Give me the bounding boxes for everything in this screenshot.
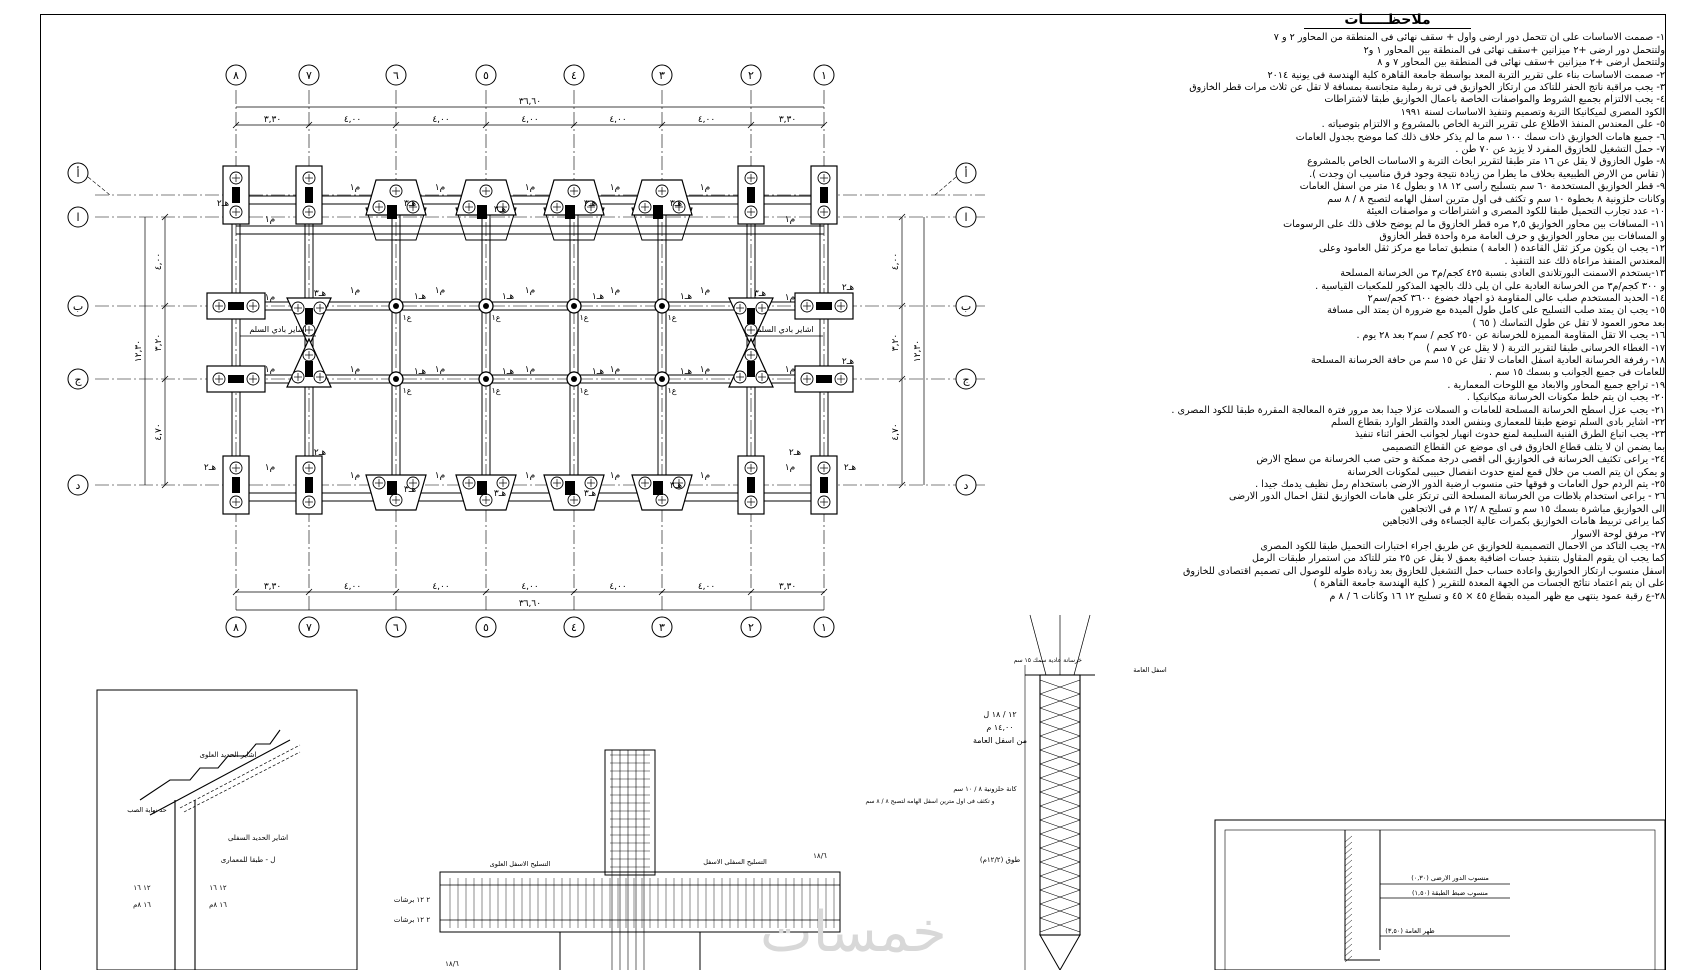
footing-hatch <box>1345 848 1352 854</box>
footing-type-label: هـ٢ <box>203 463 217 473</box>
note-line: ١١- المسافات بين محاور الخوازيق ٢,٥ مره قطر الخازوق ما لم يوضح خلاف ذلك على الرسومات <box>1283 218 1665 230</box>
footing-type-label: هـ١ <box>413 292 427 302</box>
column-axis-label: ٢ <box>748 69 754 82</box>
footing-hatch <box>1345 944 1352 950</box>
note-line: ٦- جميع هامات الخوازيق ذات سمك ١٠٠ سم ما لم يذكر خلاف ذلك كما موضح بجدول العامات <box>1295 131 1665 143</box>
column <box>305 187 313 203</box>
stair-bar-d: ١٦ ٨م <box>209 901 227 909</box>
note-line: ٩- قطر الخوازيق المستخدمة ٦٠ سم بتسليح رأسى ١٢ ١٨ و بطول ١٤ متر من اسفل العامات <box>1299 181 1665 193</box>
note-line: ٢٧- مرفق لوحة الاسوار <box>1571 528 1665 540</box>
column <box>477 481 487 495</box>
footing-hatch <box>1345 878 1352 884</box>
pile-length-value: ١٤,٠٠ م <box>986 723 1014 732</box>
note-line: و ٣٠٠ كجم/م٣ من الخرسانة العادية على ان يلى ذلك بالجهد المذكور للمكعبات القياسية . <box>1315 280 1665 292</box>
footing-type-label: هـ٣ <box>583 489 597 499</box>
bay-dimension-label: ٤,٠٠ <box>697 115 716 125</box>
note-line: ولتتحمل دور ارضى +٢ ميزانين +سقف نهائى فى المنطقة بين المحاور ١ و٢ <box>1363 44 1665 56</box>
footing-type-label: هـ٣ <box>403 199 417 209</box>
note-line: للعامات فى جميع الجوانب و بسمك ١٥ سم . <box>1489 367 1665 379</box>
note-line: ٤- يجب الالتزام بجميع الشروط والمواصفات الخاصة باعمال الخوازيق طبقا لاشتراطات <box>1324 94 1665 106</box>
column <box>816 375 832 383</box>
tie-beam-label: م١ <box>524 471 536 481</box>
column-tag-label: ع١ <box>667 386 677 395</box>
footing-type-label: هـ١ <box>591 367 605 377</box>
tie-beam-label: م١ <box>524 286 536 296</box>
note-line: ١٧- الغطاء الخرسانى طبقا لتقرير التربة ( لا يقل عن ٧ سم ) <box>1426 342 1665 354</box>
row-axis-label: ج <box>962 373 970 386</box>
column <box>305 308 313 324</box>
bay-dimension-label: ٣,٣٠ <box>778 115 797 125</box>
row-axis-label: ب <box>960 300 972 313</box>
footing-hatch <box>1345 920 1352 926</box>
pile-single-core <box>571 376 577 382</box>
beam-top-bars-label: التسليح الاسفل العلوى <box>489 860 551 868</box>
level-c-label: (٣,٥٠) ظهر العامة <box>1385 927 1435 935</box>
footing-type-label: هـ١ <box>501 367 515 377</box>
note-line: الكود المصرى لميكانيكا التربة وتصميم وتنفيذ الاساسات لسنة ١٩٩١ <box>1400 106 1665 118</box>
pile-tip <box>1040 935 1080 970</box>
note-line: ٥- على المعندس المنفذ الاطلاع على تقرير التربة الخاص بالمشروع و الالتزام بتوصياته . <box>1321 119 1665 131</box>
pile-cap-bottom-label: اسفل العامة <box>1133 666 1167 674</box>
footing-type-label: هـ٢ <box>216 199 230 209</box>
column <box>747 187 755 203</box>
beam-stirrups-a: ٢ ١٢ برشات <box>393 896 431 904</box>
pile-single-core <box>659 303 665 309</box>
note-line: ١٨- رفرفة الخرسانة العادية اسفل العامات لا تقل عن ١٥ سم من حافة الخرسانة المسلحة <box>1311 354 1665 366</box>
watermark-logo: خمسات <box>760 900 947 965</box>
note-line: و يمكن ان يتم الصب من خلال قمع لمنع حدوث انفصال حبيبى لمكونات الخرسانة <box>1347 466 1665 478</box>
tie-beam-label: م١ <box>349 365 361 375</box>
column-axis-label: ٤ <box>571 621 577 634</box>
note-line: ٢٢- اشاير بادى السلم توضع طبقا للمعمارى وبنفس العدد والقطر الوارد بقطاع السلم <box>1330 417 1665 428</box>
footing-type-label: هـ٣ <box>313 289 327 299</box>
tie-beam-label: م١ <box>524 365 536 375</box>
column-tag-label: ع١ <box>579 313 589 322</box>
note-line: ٢١- يجب عزل اسطح الخرسانة المسلحة للعامات و السملات عزلا جيدا بعد مرور فترة المعالجة المقررة طبقاً للكود المصرى . <box>1171 404 1665 416</box>
note-line: ١٣-يستخدم الاسمنت البورتلاندى العادى بنسبة ٤٢٥ كجم/م٣ من الخرسانة المسلحة <box>1340 268 1665 280</box>
stair-arch-label: ل - طبقا للمعمارى <box>220 856 276 864</box>
bay-dimension-label: ٤,٠٠ <box>609 582 627 592</box>
tie-beam-label: م١ <box>349 471 361 481</box>
note-line: ٢٤- يراعى تكثيف الخرسانة فى الخوازيق الى اقصى درجة ممكنة و حتى صب الخرسانة من سطح الارض <box>1256 454 1665 466</box>
stair-bottom-bars-label: اشاير الحديد السفلى <box>227 834 289 842</box>
note-line: ٨- طول الخازوق لا يقل عن ١٦ متر طبقا لتقرير ابحاث التربة و الاساسات الخاص بالمشروع <box>1307 156 1665 168</box>
tie-beam-label: م١ <box>434 471 446 481</box>
vertical-dimension-label: ٤,٠٠ <box>891 252 901 271</box>
tie-beam-label: م١ <box>699 183 711 193</box>
footing-type-label: هـ٣ <box>669 199 683 209</box>
column <box>477 205 487 219</box>
column-tag-label: ع١ <box>402 386 412 395</box>
pile-bar-label: طوق (١٢/٢م) <box>979 856 1021 864</box>
tie-beam-label: م١ <box>349 183 361 193</box>
note-line: على أن يتم اعتماد نتائج الجسات من الجهة المعدة للتقرير ( كلية الهندسة جامعة القاهرة ) <box>1313 578 1665 590</box>
column <box>747 477 755 493</box>
tie-beam-label: م١ <box>609 286 621 296</box>
footing-type-label: هـ٢ <box>841 283 855 293</box>
pile-from-cap-label: من اسفل العامة <box>972 736 1028 745</box>
footing-hatch <box>1345 926 1352 932</box>
column <box>820 477 828 493</box>
notes-panel <box>1110 14 1665 774</box>
tie-beam-label: م١ <box>264 365 276 375</box>
bay-dimension-label: ٣,٣٠ <box>778 582 797 592</box>
notes-list <box>1110 32 1665 603</box>
row-axis-label: ا <box>76 211 80 224</box>
row-axis-label: ا <box>964 211 968 224</box>
vertical-dimension-label: ٤,٧٠ <box>891 423 901 441</box>
bay-dimension-label: ٤,٠٠ <box>343 115 362 125</box>
note-line: ١٤- الحديد المستخدم صلب عالى المقاومة ذو اجهاد خضوع ٣٦٠٠ كجم/سم٢ <box>1367 292 1665 304</box>
stair-end-line-label: حد نهاية الصب <box>127 806 167 814</box>
note-line: ٢٣- يجب اتباع الطرق الفنية السليمة لمنع حدوث انهيار لجوانب الحفر اثناء تنفيذ <box>1354 429 1665 441</box>
tie-beam-label: م١ <box>264 215 276 225</box>
vertical-dimension-label: ٤,٠٠ <box>154 252 164 271</box>
footing-type-label: هـ٣ <box>493 205 507 215</box>
note-line: ٢- صممت الاساسات بناء على تقرير التربة المعد بواسطة جامعة القاهرة كلية الهندسة فى يونية ٢٠١٤ <box>1267 69 1665 81</box>
row-axis-label: ب <box>72 300 84 313</box>
total-width-label: ٣٦,٦٠ <box>518 97 542 107</box>
column-axis-label: ٥ <box>483 69 489 82</box>
tie-beam-label: م١ <box>434 183 446 193</box>
bay-dimension-label: ٤,٠٠ <box>521 115 539 125</box>
footing-hatch <box>1345 932 1352 938</box>
note-line: ١٩- تراجع جميع المحاور والابعاد مع اللوحات المعمارية . <box>1447 379 1665 391</box>
column-axis-label: ٢ <box>748 621 754 634</box>
pile-spiral-label: كانة حلزونية ٨ / ١٠ سم <box>953 785 1017 793</box>
row-a-leader <box>935 177 956 195</box>
footing-hatch <box>1345 902 1352 908</box>
column <box>653 205 663 219</box>
footing-hatch <box>1345 914 1352 920</box>
column-axis-label: ٨ <box>233 621 239 634</box>
footing-hatch <box>1345 890 1352 896</box>
footing-hatch <box>1345 860 1352 866</box>
stair-profile <box>140 730 280 800</box>
beam-dim-label: ١٨/٦ <box>813 852 827 860</box>
level-a-label: (٠,٣٠) منسوب الدور الارضى <box>1411 874 1489 882</box>
vertical-dimension-label: ٤,٧٠ <box>154 423 164 441</box>
column-tag-label: ع١ <box>491 386 501 395</box>
footing-hatch <box>1345 938 1352 944</box>
note-line: ٢٨-ع رقبة عمود ينتهى مع ظهر الميده بقطاع ٤٥ × ٤٥ و تسليح ١٢ ١٦ وكانات ٦ / ٨ م <box>1329 590 1665 602</box>
column-axis-label: ١ <box>821 621 827 634</box>
note-line: و المسافات بين محاور الخوازيق و حرف العامة مرة واحدة قطر الخازوق <box>1379 230 1665 242</box>
note-line: ولتتحمل ارضى +٢ ميزانين +سقف نهائى فى المنطقة بين المحاور ٧ و ٨ <box>1377 57 1665 69</box>
pile-shaft <box>1040 675 1080 935</box>
footing-hatch <box>1345 854 1352 860</box>
bay-dimension-label: ٤,٠٠ <box>432 582 450 592</box>
note-line: المعندس المنفذ مراعاة ذلك عند التنفيذ . <box>1504 255 1665 267</box>
stair-bar-b: ١٢ ١٦ <box>209 884 227 892</box>
column-tag-label: ع١ <box>491 313 501 322</box>
note-line: ١- صممت الاساسات على ان تتحمل دور ارضى وأول + سقف نهائى فى المنطقة من المحاور ٢ و ٧ <box>1273 32 1665 44</box>
note-line: ٧- حمل التشغيل للخازوق المفرد لا يزيد عن ٧٠ طن . <box>1455 144 1665 156</box>
footing-hatch <box>1345 842 1352 848</box>
pile-single-core <box>483 303 489 309</box>
footing-section-inner <box>1225 830 1655 970</box>
vertical-total-label: ١٢,٣٠ <box>913 339 923 363</box>
column-axis-label: ٨ <box>233 69 239 82</box>
pile-single-core <box>571 303 577 309</box>
note-line: بعد محور العمود لا تقل عن طول التماسك ( ٦٥ ) <box>1472 317 1665 329</box>
bay-dimension-label: ٤,٠٠ <box>521 582 539 592</box>
level-b-label: (١,٥٠) منسوب ضبط الطبقة <box>1411 889 1489 897</box>
tie-beam-label: م١ <box>784 365 796 375</box>
tie-beam-label: م١ <box>609 183 621 193</box>
column-tag-label: ع١ <box>402 313 412 322</box>
pile-dowel <box>1030 615 1046 675</box>
footing-hatch <box>1345 836 1352 842</box>
footing-type-label: هـ١ <box>413 367 427 377</box>
note-line: ١٢- يجب ان يكون مركز ثقل القاعدة ( العامة ) منطبق تماما مع مركز ثقل العامود وعلى <box>1318 243 1665 255</box>
vertical-dimension-label: ٣,٢٠ <box>891 333 901 352</box>
column-axis-label: ٤ <box>571 69 577 82</box>
note-line: الى الخوازيق مباشرة بسمك ١٥ سم و تسليح ٨ /١٢ م فى الاتجاهين <box>1400 503 1665 515</box>
column <box>228 375 244 383</box>
column <box>565 205 575 219</box>
footing-hatch <box>1345 896 1352 902</box>
footing-type-label: هـ١ <box>679 367 693 377</box>
tie-beam-label: م١ <box>609 365 621 375</box>
footing-type-label: هـ١ <box>501 292 515 302</box>
column <box>816 302 832 310</box>
footing-hatch <box>1345 866 1352 872</box>
footing-type-label: هـ٢ <box>843 463 857 473</box>
footing-type-label: هـ٢ <box>841 357 855 367</box>
column <box>820 187 828 203</box>
bay-dimension-label: ٣,٣٠ <box>263 582 282 592</box>
note-line: كما يراعى تربيط هامات الخوازيق بكمرات عالية الجساءة وفى الاتجاهين <box>1382 516 1665 528</box>
tie-beam-label: م١ <box>349 286 361 296</box>
column <box>387 481 397 495</box>
column-tag-label: ع١ <box>579 386 589 395</box>
footing-hatch <box>1345 956 1352 962</box>
row-axis-label: د <box>963 479 969 492</box>
footing-type-label: هـ١ <box>591 292 605 302</box>
pile-single-core <box>393 376 399 382</box>
pile-dowel <box>1074 615 1090 675</box>
row-axis-label: ج <box>74 373 82 386</box>
beam-bottom-label: ١٨/٦ <box>445 960 459 968</box>
footing-hatch <box>1345 950 1352 956</box>
stair-starter-label-left: اشاير بادي السلم <box>249 325 307 334</box>
column <box>232 477 240 493</box>
note-line: ٣- يجب مراقبة ناتج الحفر للتأكد من ارتكاز الخوازيق فى تربة رملية متجانسة بمسافة لا تقل عن ثلاث مرات قطر الخازوق <box>1189 82 1665 94</box>
note-line: ( تقاس من الارض الطبيعية بخلاف ما يطرأ من زيادة نتيجة وجود فرق مناسيب ان وجدت ). <box>1309 168 1665 180</box>
tie-beam-label: م١ <box>699 471 711 481</box>
note-line: ٢٨- يجب التأكد من الاحمال التصميمية للخوازيق عن طريق اجراء اختبارات التحميل طبقا للكود المصرى <box>1260 541 1665 553</box>
note-line: ١٥- يجب ان يمتد صلب التسليح على كامل طول الميدة مع ضرورة ان يمتد الى مسافة <box>1327 305 1665 317</box>
bay-dimension-label: ٤,٠٠ <box>343 582 362 592</box>
column-axis-label: ١ <box>821 69 827 82</box>
footing-type-label: هـ٣ <box>403 485 417 495</box>
note-line: بما يضمن أن لا يتلف قطاع الخازوق فى اى موضع عن القطاع التصميمى <box>1382 441 1665 453</box>
stair-bar-a: ١٢ ١٦ <box>133 884 151 892</box>
column <box>653 481 663 495</box>
footing-type-label: هـ٢ <box>788 448 802 458</box>
tie-beam-label: م١ <box>784 215 796 225</box>
row-axis-label: أ <box>76 167 80 180</box>
tie-beam-label: م١ <box>609 471 621 481</box>
footing-type-label: هـ٣ <box>753 289 767 299</box>
tie-beam-label: م١ <box>434 286 446 296</box>
tie-beam-label: م١ <box>264 463 276 473</box>
footing-type-label: هـ٣ <box>493 489 507 499</box>
tie-beam-label: م١ <box>524 183 536 193</box>
row-axis-label: د <box>75 479 81 492</box>
note-line: ١٦- يجب الا تقل المقاومة المميزة للخرسانة عن ٢٥٠ كجم / سم٢ بعد ٢٨ يوم . <box>1356 330 1665 342</box>
pile-plain-concrete-label: خرسانة عادية سمك ١٥ سم <box>1013 657 1082 664</box>
column <box>232 187 240 203</box>
column-axis-label: ٣ <box>659 69 665 82</box>
column <box>565 481 575 495</box>
pile-single-core <box>483 376 489 382</box>
note-line: ٢٥- يتم الردم حول العامات و فوقها حتى منسوب ارضية الدور الارضى باستخدام رمل نظيف يدمك جيدا . <box>1255 479 1665 491</box>
beam-stirrups-b: ٢ ١٢ برشات <box>393 916 431 924</box>
column-axis-label: ٧ <box>306 621 312 634</box>
footing-type-label: هـ٣ <box>583 199 597 209</box>
pile-dense-label: و تكثف فى اول مترين اسفل الهامه لتصبح ٨ / ٨ سم <box>865 798 995 805</box>
stair-bar-c: ١٦ ٨م <box>133 901 151 909</box>
note-line: ٢٠- يجب ان يتم خلط مكونات الخرسانة ميكانيكيا . <box>1466 392 1665 404</box>
note-line: ١٠- عدد تجارب التحميل طبقا للكود المصرى و اشتراطات و مواصفات العيئة <box>1366 206 1665 218</box>
bay-dimension-label: ٤,٠٠ <box>432 115 450 125</box>
note-line: أسفل منسوب ارتكاز الخوازيق واعادة حساب حمل التشغيل للخازوق بعد زيادة طوله للوصول الى تصميم اقتصادى للخازوق <box>1182 565 1665 577</box>
footing-hatch <box>1345 884 1352 890</box>
column <box>228 302 244 310</box>
column-axis-label: ٦ <box>393 69 399 82</box>
footing-type-label: هـ٣ <box>669 481 683 491</box>
column <box>387 205 397 219</box>
tie-beam-label: م١ <box>264 293 276 303</box>
total-width-label: ٣٦,٦٠ <box>518 599 542 609</box>
column <box>305 361 313 377</box>
footing-type-label: هـ٢ <box>313 448 327 458</box>
row-a-leader <box>88 177 110 195</box>
pile-single-core <box>659 376 665 382</box>
column <box>747 361 755 377</box>
row-axis-label: أ <box>964 167 968 180</box>
tie-beam-label: م١ <box>784 463 796 473</box>
tie-beam-label: م١ <box>784 293 796 303</box>
bay-dimension-label: ٤,٠٠ <box>609 115 627 125</box>
vertical-dimension-label: ٣,٢٠ <box>154 333 164 352</box>
beam-lower-bars-label: التسليح السفلى الاسفل <box>703 858 767 866</box>
column-axis-label: ٧ <box>306 69 312 82</box>
stair-bar <box>184 752 300 812</box>
stair-detail-frame <box>97 690 357 970</box>
footing-hatch <box>1345 908 1352 914</box>
note-line: ٢٦ - يراعى استخدام بلاطات من الخرسانة المسلحة التى ترتكز على هامات الخوازيق لنقل احمال الدور الارضى <box>1229 491 1665 503</box>
note-line: وكانات حلزونية ٨ بخطوة ١٠ سم و تكثف فى اول مترين اسفل الهامه لتصبح ٨ / ٨ سم <box>1327 193 1665 205</box>
vertical-total-label: ١٢,٣٠ <box>134 339 144 363</box>
tie-beam-label: م١ <box>699 365 711 375</box>
note-line: كما يجب أن يقوم المقاول بتنفيذ جسات اضافية بعمق لا يقل عن ٢٥ متر للتأكد من استمرار طبقات الرمل <box>1251 553 1665 565</box>
column-neck <box>605 750 655 875</box>
column-axis-label: ٣ <box>659 621 665 634</box>
column-axis-label: ٦ <box>393 621 399 634</box>
stair-starter-label-right: اشاير بادي السلم <box>756 325 814 334</box>
bay-dimension-label: ٤,٠٠ <box>697 582 716 592</box>
stair-top-bars-label: اشاير الحديد العلوى <box>199 751 257 759</box>
notes-title: ملاحظـــــات <box>1110 14 1665 26</box>
tie-beam-label: م١ <box>699 286 711 296</box>
column <box>305 477 313 493</box>
footing-hatch <box>1345 872 1352 878</box>
bay-dimension-label: ٣,٣٠ <box>263 115 282 125</box>
pile-length-label: ١٢ / ١٨ ل <box>983 710 1017 719</box>
footing-type-label: هـ١ <box>679 292 693 302</box>
tie-beam-label: م١ <box>434 365 446 375</box>
column-axis-label: ٥ <box>483 621 489 634</box>
column-tag-label: ع١ <box>667 313 677 322</box>
column <box>747 308 755 324</box>
pile-single-core <box>393 303 399 309</box>
